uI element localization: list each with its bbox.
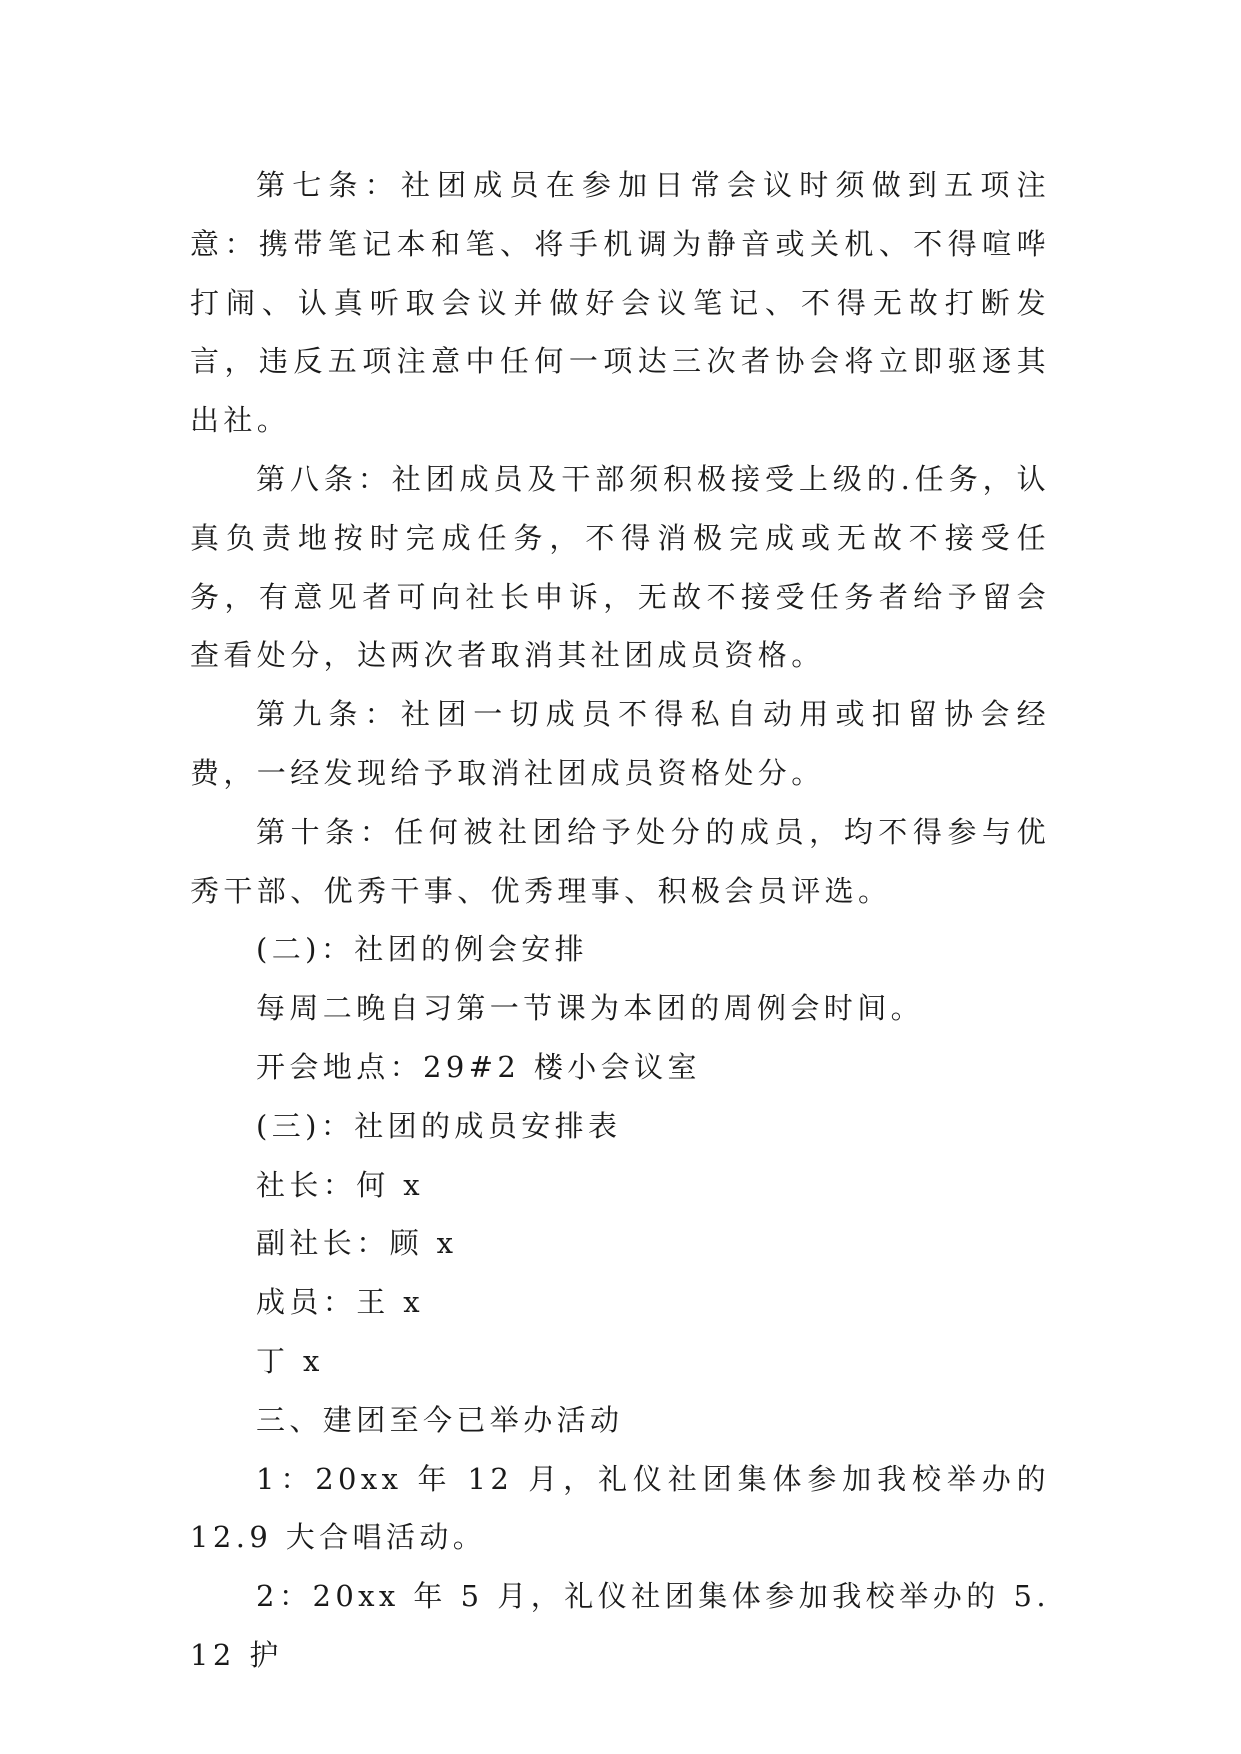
member-president: 社长：何 x (256, 1167, 424, 1202)
member-list-continued: 丁 x (256, 1343, 324, 1378)
paragraph-article-10: 第十条：任何被社团给予处分的成员，均不得参与优秀干部、优秀干事、优秀理事、积极会员评选。 (190, 814, 1050, 908)
section-heading-meeting: (二)：社团的例会安排 (256, 932, 589, 967)
member-list: 成员：王 x (256, 1285, 424, 1320)
paragraph-article-9: 第九条：社团一切成员不得私自动用或扣留协会经费，一经发现给予取消社团成员资格处分。 (190, 697, 1050, 790)
paragraph-meeting-location: 开会地点：29#2 楼小会议室 (256, 1049, 701, 1084)
activity-item-1: 1：20xx 年 12 月，礼仪社团集体参加我校举办的 12.9 大合唱活动。 (190, 1461, 1050, 1555)
section-heading-members: (三)：社团的成员安排表 (256, 1108, 622, 1143)
section-heading-activities: 三、建团至今已举办活动 (256, 1402, 624, 1437)
paragraph-article-8: 第八条：社团成员及干部须积极接受上级的.任务，认真负责地按时完成任务，不得消极完成或无故不接受任务，有意见者可向社长申诉，无故不接受任务者给予留会查看处分，达两次者取消其社团成员资格。 (190, 461, 1050, 673)
member-vice-president: 副社长：顾 x (256, 1226, 458, 1261)
paragraph-meeting-time: 每周二晚自习第一节课为本团的周例会时间。 (256, 991, 925, 1026)
activity-item-2: 2：20xx 年 5 月，礼仪社团集体参加我校举办的 5.12 护 (190, 1579, 1050, 1672)
document-body (190, 156, 1050, 1685)
paragraph-article-7: 第七条：社团成员在参加日常会议时须做到五项注意：携带笔记本和笔、将手机调为静音或关机、不得喧哗打闹、认真听取会议并做好会议笔记、不得无故打断发言，违反五项注意中任何一项达三次者协会将立即驱逐其出社。 (190, 168, 1050, 438)
